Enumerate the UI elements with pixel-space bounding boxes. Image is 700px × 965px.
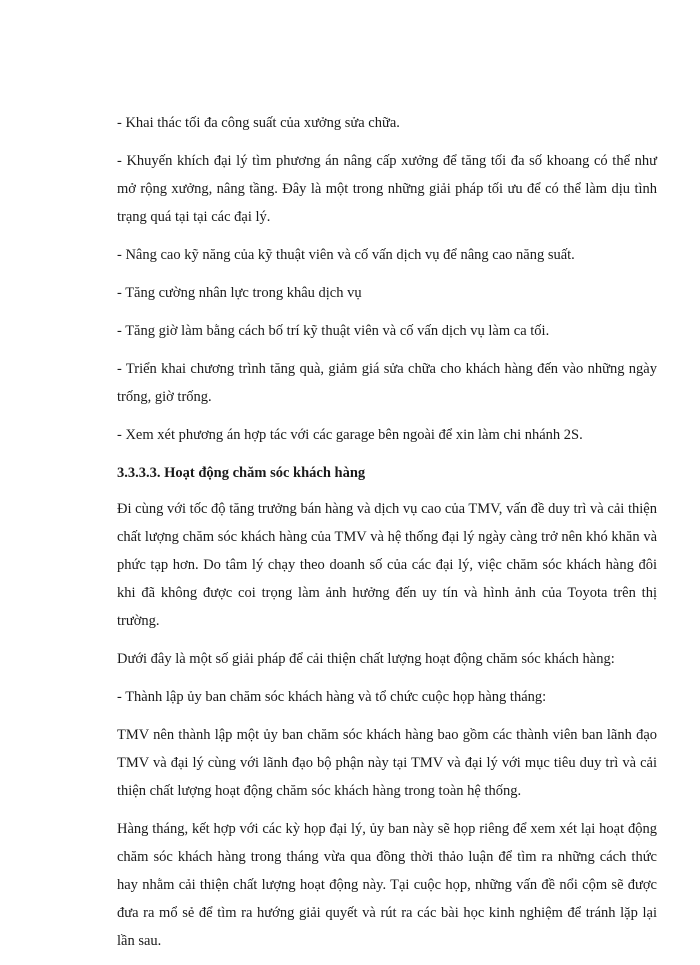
bullet-paragraph-7: - Xem xét phương án hợp tác với các garage bên ngoài để xin làm chi nhánh 2S. (117, 427, 583, 443)
body-paragraph-4: TMV nên thành lập một ủy ban chăm sóc khách hàng bao gồm các thành viên ban lãnh đạo TMV và đại lý cùng với lãnh đạo bộ phận này tại TMV và đại lý với mục tiêu duy trì và cải thiện chất lượng hoạt động chăm sóc khách hàng trong toàn hệ thống. (117, 727, 657, 799)
body-paragraph-2: Dưới đây là một số giải pháp để cải thiện chất lượng hoạt động chăm sóc khách hàng: (117, 651, 615, 667)
bullet-paragraph-6: - Triển khai chương trình tăng quà, giảm giá sửa chữa cho khách hàng đến vào những ngày trống, giờ trống. (117, 361, 657, 405)
bullet-paragraph-2: - Khuyến khích đại lý tìm phương án nâng cấp xưởng để tăng tối đa số khoang có thể như mở rộng xưởng, nâng tầng. Đây là một trong những giải pháp tối ưu để có thể làm dịu tình trạng quá tại tại các đại lý. (117, 153, 657, 225)
bullet-paragraph-5: - Tăng giờ làm bằng cách bố trí kỹ thuật viên và cố vấn dịch vụ làm ca tối. (117, 323, 550, 339)
bullet-paragraph-3: - Nâng cao kỹ năng của kỹ thuật viên và cố vấn dịch vụ để nâng cao năng suất. (117, 247, 575, 263)
body-paragraph-3: - Thành lập ủy ban chăm sóc khách hàng và tổ chức cuộc họp hàng tháng: (117, 689, 547, 705)
bullet-paragraph-4: - Tăng cường nhân lực trong khâu dịch vụ (117, 285, 362, 301)
body-paragraph-5: Hàng tháng, kết hợp với các kỳ họp đại lý, ủy ban này sẽ họp riêng để xem xét lại hoạt động chăm sóc khách hàng trong tháng vừa qua đồng thời thảo luận để tìm ra những cách thức hay nhằm cải thiện chất lượng hoạt động này. Tại cuộc họp, những vấn đề nổi cộm sẽ được đưa ra mổ sẻ để tìm ra hướng giải quyết và rút ra các bài học kinh nghiệm để tránh lặp lại lần sau. (117, 821, 657, 949)
bullet-paragraph-1: - Khai thác tối đa công suất của xưởng sửa chữa. (117, 115, 400, 131)
section-heading: 3.3.3.3. Hoạt động chăm sóc khách hàng (117, 465, 366, 481)
document-content (117, 109, 657, 965)
body-paragraph-1: Đi cùng với tốc độ tăng trưởng bán hàng và dịch vụ cao của TMV, vấn đề duy trì và cải thiện chất lượng chăm sóc khách hàng của TMV và hệ thống đại lý ngày càng trở nên khó khăn và phức tạp hơn. Do tâm lý chạy theo doanh số của các đại lý, việc chăm sóc khách hàng đôi khi đã không được coi trọng làm ảnh hưởng đến uy tín và hình ảnh của Toyota trên thị trường. (117, 501, 657, 629)
